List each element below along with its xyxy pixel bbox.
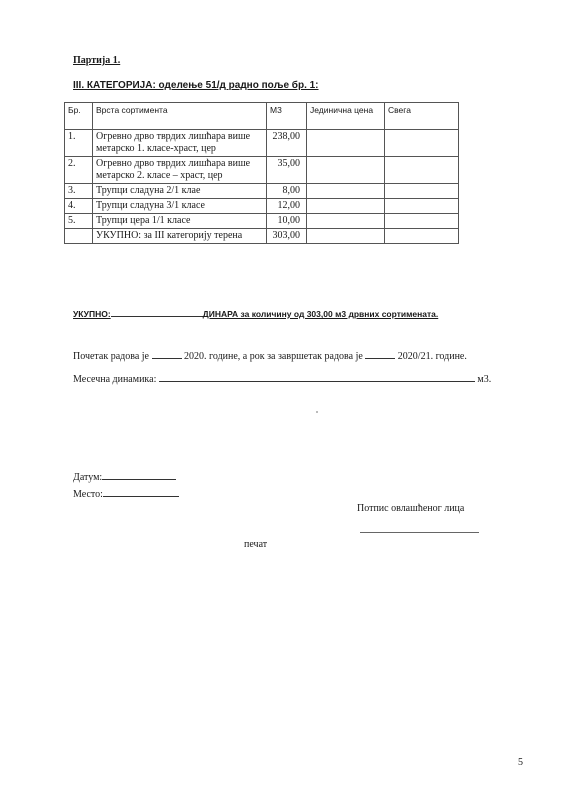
row-unit-price	[307, 184, 385, 199]
table-row	[65, 130, 459, 157]
row-sortiment: Трупци сладуна 3/1 класе	[93, 199, 267, 214]
monthly-dynamics-line	[73, 372, 491, 385]
row-unit-price	[307, 157, 385, 184]
header-m3: М3	[267, 103, 307, 130]
row-number: 5.	[65, 214, 93, 229]
date-label: Датум:	[73, 472, 103, 483]
row-unit-price	[307, 229, 385, 244]
row-number: 3.	[65, 184, 93, 199]
table-total-row	[65, 229, 459, 244]
table-header-row	[65, 103, 459, 130]
grand-total-text: ДИНАРА за количину од 303,00 м3 дрвних сортимената.	[202, 309, 439, 319]
header-number: Бр.	[65, 103, 93, 130]
monthly-dynamics-label: Месечна динамика:	[73, 374, 157, 385]
place-blank[interactable]	[103, 487, 179, 497]
row-total	[385, 184, 459, 199]
deadline-label: 2020. године, а рок за завршетак радова је	[181, 351, 363, 362]
monthly-dynamics-unit: м3.	[474, 374, 492, 385]
table-row	[65, 214, 459, 229]
row-unit-price	[307, 199, 385, 214]
row-number	[65, 229, 93, 244]
place-line	[73, 487, 179, 500]
date-line	[73, 470, 176, 483]
row-total	[385, 130, 459, 157]
row-total	[385, 229, 459, 244]
partija-heading: Партија 1.	[73, 55, 121, 66]
table-row	[65, 184, 459, 199]
row-quantity: 12,00	[267, 199, 307, 214]
header-total: Свега	[385, 103, 459, 130]
start-year-blank[interactable]	[152, 349, 182, 359]
row-quantity: 10,00	[267, 214, 307, 229]
grand-total-label: УКУПНО:	[73, 309, 111, 319]
table-row	[65, 157, 459, 184]
row-total	[385, 199, 459, 214]
row-quantity: 8,00	[267, 184, 307, 199]
row-number: 2.	[65, 157, 93, 184]
monthly-dynamics-blank[interactable]	[159, 372, 475, 382]
deadline-year-blank[interactable]	[365, 349, 395, 359]
row-unit-price	[307, 130, 385, 157]
row-total	[385, 214, 459, 229]
date-blank[interactable]	[102, 470, 176, 480]
row-number: 4.	[65, 199, 93, 214]
place-label: Место:	[73, 489, 103, 500]
row-quantity: 303,00	[267, 229, 307, 244]
row-quantity: 238,00	[267, 130, 307, 157]
signature-label: Потпис овлашћеног лица	[357, 503, 465, 514]
row-sortiment: Трупци цера 1/1 класе	[93, 214, 267, 229]
header-sortiment: Врста сортимента	[93, 103, 267, 130]
stamp-label: печат	[244, 539, 268, 550]
header-unit-price: Јединична цена	[307, 103, 385, 130]
row-sortiment: Трупци сладуна 2/1 клае	[93, 184, 267, 199]
start-label: Почетак радова је	[73, 351, 149, 362]
deadline-year-label: 2020/21. године.	[395, 351, 467, 362]
grand-total-line	[73, 307, 438, 319]
row-quantity: 35,00	[267, 157, 307, 184]
page-number: 5	[518, 757, 523, 768]
row-total	[385, 157, 459, 184]
table-row	[65, 199, 459, 214]
items-table	[64, 102, 459, 244]
category-heading: III. КАТЕГОРИЈА: оделење 51/д радно поље бр. 1:	[73, 80, 319, 91]
start-deadline-line	[73, 349, 467, 362]
row-sortiment: Огревно дрво тврдих лишћара више метарско 1. класе-храст, цер	[93, 130, 267, 157]
row-sortiment: УКУПНО: за III категорију терена	[93, 229, 267, 244]
scan-speck	[316, 411, 318, 413]
row-sortiment: Огревно дрво тврдих лишћара више метарско 2. класе – храст, цер	[93, 157, 267, 184]
grand-total-blank[interactable]	[111, 307, 203, 317]
row-number: 1.	[65, 130, 93, 157]
row-unit-price	[307, 214, 385, 229]
signature-line[interactable]	[360, 532, 479, 533]
